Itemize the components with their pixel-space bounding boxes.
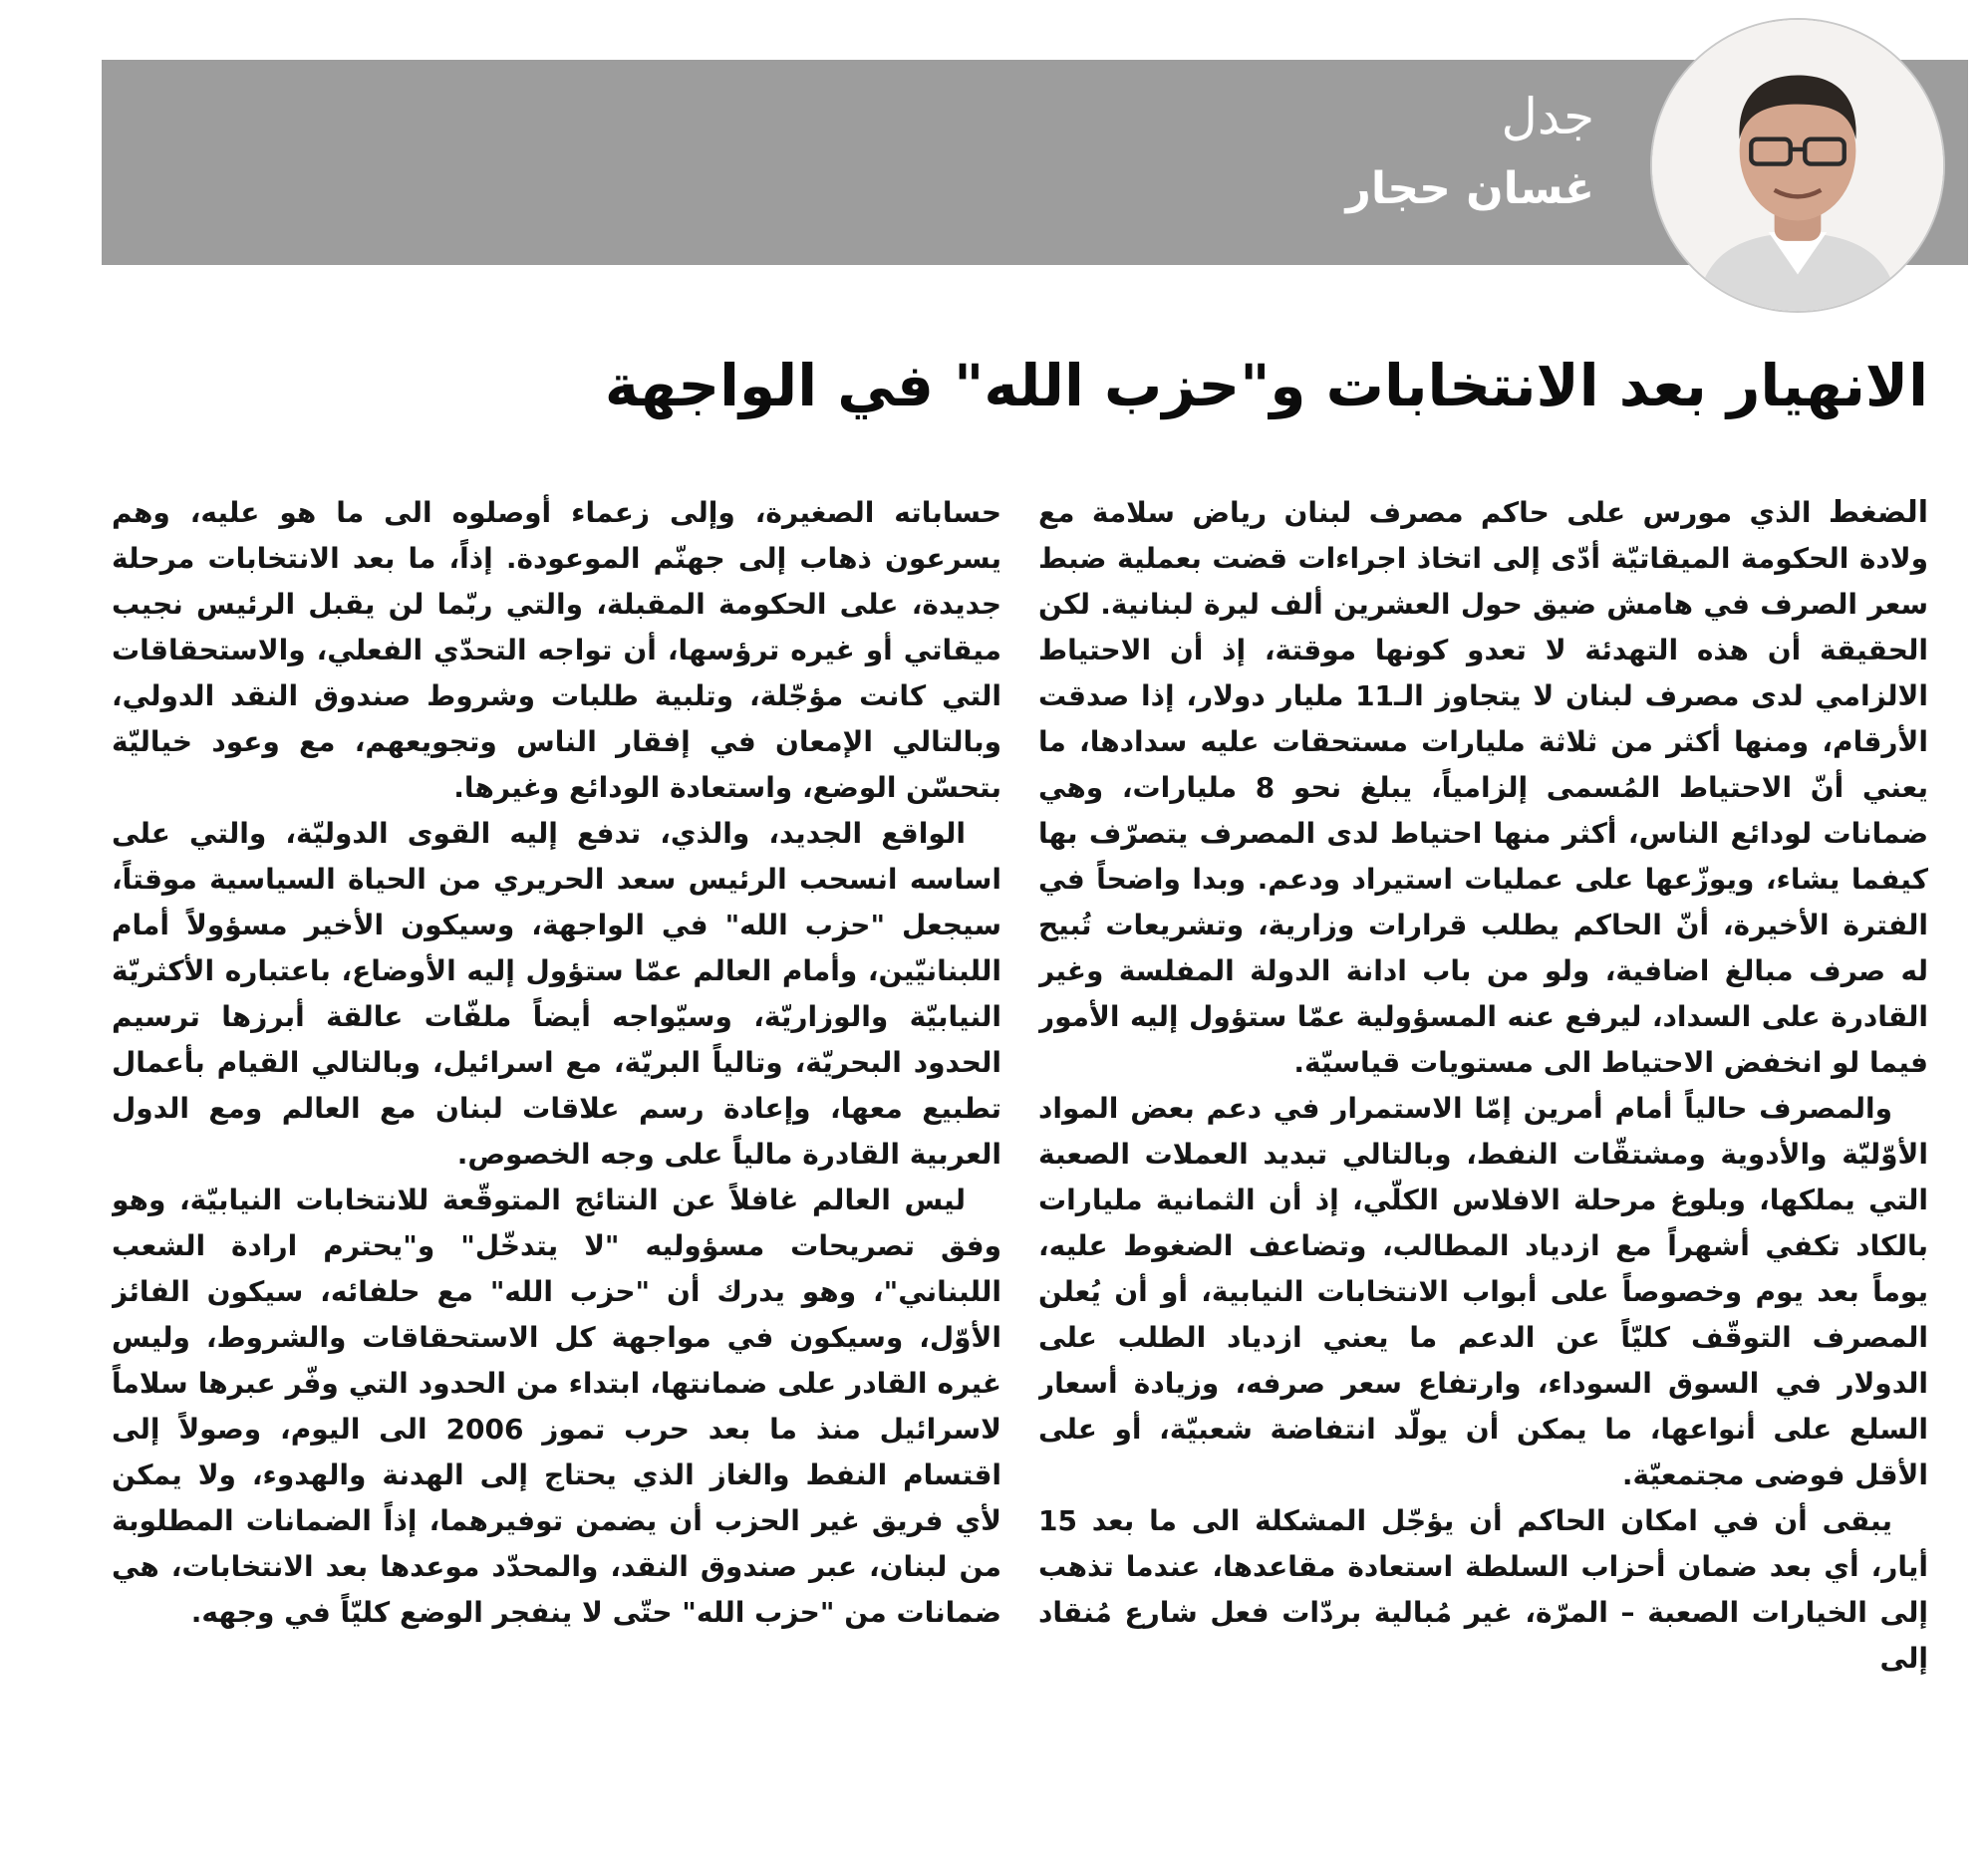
article-headline: الانهيار بعد الانتخابات و"حزب الله" في الواجهة <box>604 352 1928 419</box>
article-column-left <box>112 490 1001 1825</box>
paragraph: حساباته الصغيرة، وإلى زعماء أوصلوه الى ما هو عليه، وهم يسرعون ذهاب إلى جهنّم الموعودة. إذاً، ما بعد الانتخابات مرحلة جديدة، على الحكومة المقبلة، والتي ربّما لن يقبل الرئيس نجيب ميقاتي أو غيره ترؤسها، أن تواجه التحدّي الفعلي، والاستحقاقات التي كانت مؤجّلة، وتلبية طلبات وشروط صندوق النقد الدولي، وبالتالي الإمعان في إفقار الناس وتجويعهم، مع وعود خياليّة بتحسّن الوضع، واستعادة الودائع وغيرها. <box>112 496 1001 804</box>
article-column-right <box>1038 490 1928 1825</box>
paragraph: الواقع الجديد، والذي، تدفع إليه القوى الدوليّة، والتي على اساسه انسحب الرئيس سعد الحريري من الحياة السياسية موقتاً، سيجعل "حزب الله" في الواجهة، وسيكون الأخير مسؤولاً أمام اللبنانيّين، وأمام العالم عمّا ستؤول إليه الأوضاع، باعتباره الأكثريّة النيابيّة والوزاريّة، وسيّواجه أيضاً ملفّات عالقة أبرزها ترسيم الحدود البحريّة، وتالياً البريّة، مع اسرائيل، وبالتالي القيام بأعمال تطبيع معها، وإعادة رسم علاقات لبنان مع العالم ومع الدول العربية القادرة مالياً على وجه الخصوص. <box>112 817 1001 1171</box>
author-photo <box>1652 20 1943 311</box>
paragraph: والمصرف حالياً أمام أمرين إمّا الاستمرار في دعم بعض المواد الأوّليّة والأدوية ومشتقّات النفط، وبالتالي تبديد العملات الصعبة التي يملكها، وبلوغ مرحلة الافلاس الكلّي، إذ أن الثمانية مليارات بالكاد تكفي أشهراً مع ازدياد المطالب، وتضاعف الضغوط عليه، يوماً بعد يوم وخصوصاً على أبواب الانتخابات النيابية، أو أن يُعلن المصرف التوقّف كليّاً عن الدعم ما يعني ازدياد الطلب على الدولار في السوق السوداء، وارتفاع سعر صرفه، وزيادة أسعار السلع على أنواعها، ما يمكن أن يولّد انتفاضة شعبيّة، أو على الأقل فوضى مجتمعيّة. <box>1038 1092 1928 1491</box>
author-name: غسان حجار <box>1345 163 1594 214</box>
author-portrait-icon <box>1652 20 1943 311</box>
paragraph <box>1038 490 1928 1086</box>
paragraph: يبقى أن في امكان الحاكم أن يؤجّل المشكلة الى ما بعد 15 أيار، أي بعد ضمان أحزاب السلطة استعادة مقاعدها، عندما تذهب إلى الخيارات الصعبة – المرّة، غير مُبالية بردّات فعل شارع مُنقاد إلى <box>1038 1504 1928 1675</box>
lead-word: الضغط <box>1828 495 1928 530</box>
column-label: جدل <box>1501 88 1594 145</box>
paragraph-text: الذي مورس على حاكم مصرف لبنان رياض سلامة مع ولادة الحكومة الميقاتيّة أدّى إلى اتخاذ اجراءات قضت بعملية ضبط سعر الصرف في هامش ضيق حول العشرين ألف ليرة لبنانية. لكن الحقيقة أن هذه التهدئة لا تعدو كونها موقتة، إذ أن الاحتياط الالزامي لدى مصرف لبنان لا يتجاوز الـ11 مليار دولار، إذا صدقت الأرقام، ومنها أكثر من ثلاثة مليارات مستحقات عليه سدادها، ما يعني أنّ الاحتياط المُسمى إلزامياً، يبلغ نحو 8 مليارات، وهي ضمانات لودائع الناس، أكثر منها احتياط لدى المصرف يتصرّف بها كيفما يشاء، ويوزّعها على عمليات استيراد ودعم. وبدا واضحاً في الفترة الأخيرة، أنّ الحاكم يطلب قرارات وزارية، وتشريعات تُبيح له صرف مبالغ اضافية، ولو من باب ادانة الدولة المفلسة وغير القادرة على السداد، ليرفع عنه المسؤولية عمّا ستؤول إليه الأمور فيما لو انخفض الاحتياط الى مستويات قياسيّة. <box>1038 496 1928 1079</box>
paragraph: ليس العالم غافلاً عن النتائج المتوقّعة للانتخابات النيابيّة، وهو وفق تصريحات مسؤوليه "لا يتدخّل" و"يحترم ارادة الشعب اللبناني"، وهو يدرك أن "حزب الله" مع حلفائه، سيكون الفائز الأوّل، وسيكون في مواجهة كل الاستحقاقات والشروط، وليس غيره القادر على ضمانتها، ابتداء من الحدود التي وفّر عبرها سلاماً لاسرائيل منذ ما بعد حرب تموز 2006 الى اليوم، وصولاً إلى اقتسام النفط والغاز الذي يحتاج إلى الهدنة والهدوء، ولا يمكن لأي فريق غير الحزب أن يضمن توفيرهما، إذاً الضمانات المطلوبة من لبنان، عبر صندوق النقد، والمحدّد موعدها بعد الانتخابات، هي ضمانات من "حزب الله" حتّى لا ينفجر الوضع كليّاً في وجهه. <box>112 1184 1001 1629</box>
